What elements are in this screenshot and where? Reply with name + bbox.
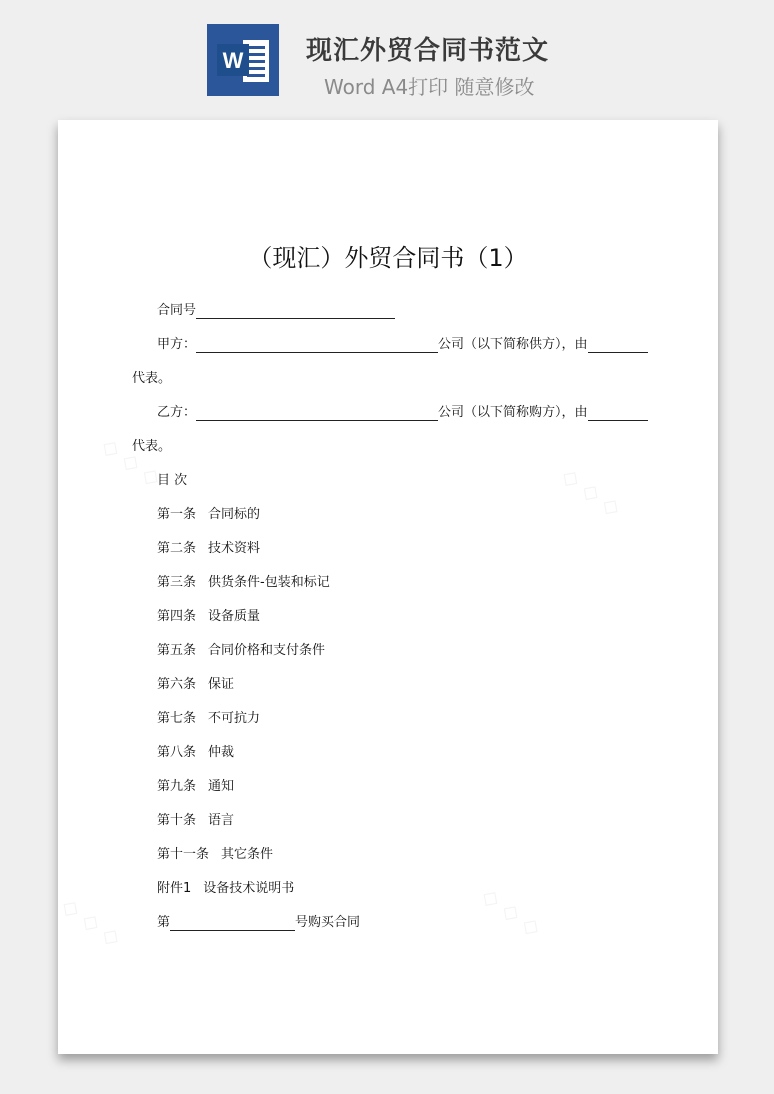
word-badge-letter: W xyxy=(222,48,244,73)
party-a-line xyxy=(157,337,648,353)
contract-number-line xyxy=(157,303,395,319)
party-a-label: 甲方： xyxy=(157,337,197,352)
toc-item: 附件1 设备技术说明书 xyxy=(157,881,295,896)
toc-item: 第六条 保证 xyxy=(157,677,235,692)
page-header xyxy=(0,0,774,110)
party-b-line xyxy=(157,405,648,421)
party-b-label: 乙方： xyxy=(157,405,197,420)
party-b-name-blank xyxy=(196,407,438,421)
header-subtitle: Word A4打印 随意修改 xyxy=(324,75,535,99)
contract-number-label: 合同号 xyxy=(157,303,197,318)
party-b-suffix: 公司（以下简称购方），由 xyxy=(438,405,588,420)
toc-item: 第十一条 其它条件 xyxy=(157,847,274,862)
toc-item: 第四条 设备质量 xyxy=(157,609,261,624)
toc-item: 第十条 语言 xyxy=(157,813,235,828)
party-a-name-blank xyxy=(196,339,438,353)
watermark xyxy=(57,893,125,951)
party-b-tail: 代表。 xyxy=(132,439,172,454)
watermark xyxy=(557,463,625,521)
party-b-rep-blank xyxy=(588,407,648,421)
toc-item: 第一条 合同标的 xyxy=(157,507,261,522)
purchase-suffix: 号购买合同 xyxy=(295,915,361,930)
watermark xyxy=(477,883,545,941)
purchase-prefix: 第 xyxy=(157,915,171,930)
purchase-number-blank xyxy=(170,917,295,931)
word-icon xyxy=(207,24,279,96)
toc-item: 第九条 通知 xyxy=(157,779,235,794)
header-title: 现汇外贸合同书范文 xyxy=(306,36,550,66)
toc-item: 第七条 不可抗力 xyxy=(157,711,261,726)
contract-number-blank xyxy=(196,305,395,319)
purchase-contract-line xyxy=(157,915,360,931)
party-a-rep-blank xyxy=(588,339,648,353)
toc-item: 第三条 供货条件-包装和标记 xyxy=(157,575,330,590)
party-a-tail: 代表。 xyxy=(132,371,172,386)
toc-heading: 目 次 xyxy=(157,473,188,488)
toc-item: 第二条 技术资料 xyxy=(157,541,261,556)
toc-item: 第五条 合同价格和支付条件 xyxy=(157,643,326,658)
toc-item: 第八条 仲裁 xyxy=(157,745,235,760)
party-a-suffix: 公司（以下简称供方），由 xyxy=(438,337,588,352)
document-page xyxy=(58,120,718,1054)
document-title: （现汇）外贸合同书（1） xyxy=(248,244,528,272)
